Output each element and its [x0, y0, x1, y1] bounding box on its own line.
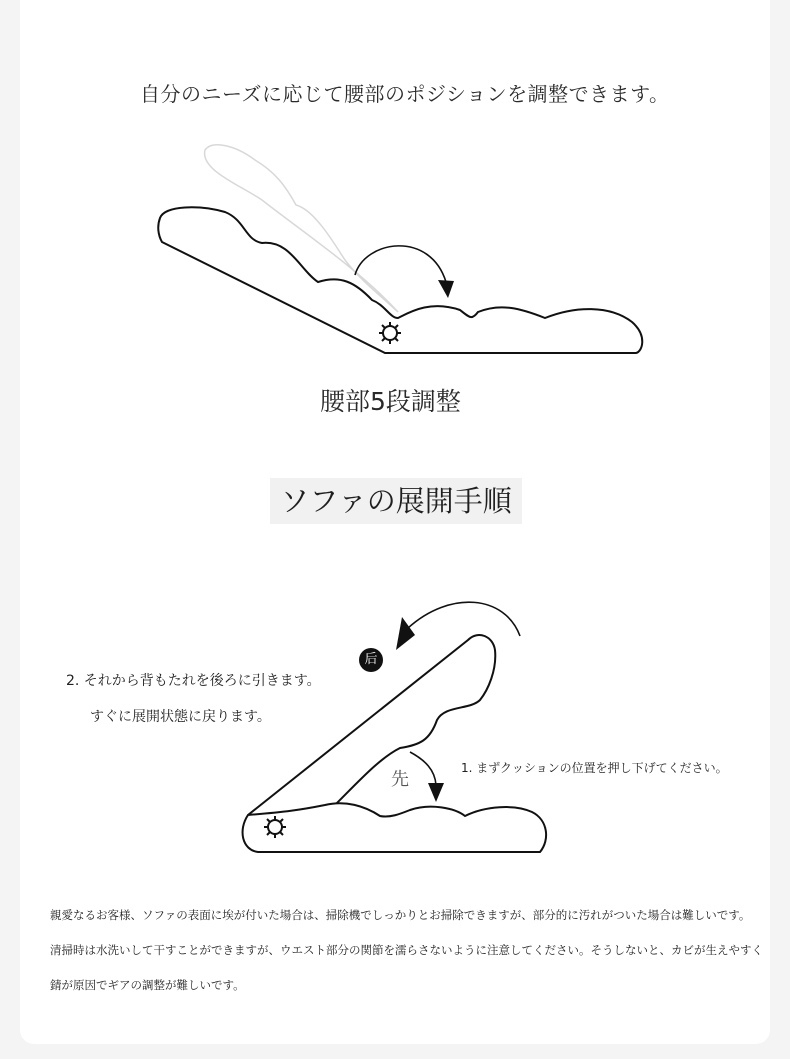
- step1-text: 1. まずクッションの位置を押し下げてください。: [461, 761, 728, 775]
- step2-line2: すぐに展開状態に戻ります。: [90, 709, 271, 725]
- care-note-line3: 錆が原因でギアの調整が難しいです。: [50, 978, 245, 992]
- care-note-line1: 親愛なるお客様、ソファの表面に埃が付いた場合は、掃除機でしっかりとお掃除できますが、部分的に汚れがついた場合は難しいです。: [50, 908, 751, 922]
- after-marker-label: 后: [364, 652, 378, 667]
- inner-arrow-head: [428, 783, 444, 802]
- lumbar-caption: 腰部5段調整: [320, 387, 461, 416]
- hinge-gear-icon-2: [264, 816, 286, 838]
- step2-line1: 2. それから背もたれを後ろに引きます。: [66, 673, 321, 689]
- care-note-line2: 清掃時は水洗いして干すことができますが、ウエスト部分の関節を濡らさないように注意してください。そうしないと、カビが生えやすく: [50, 943, 763, 957]
- headline: 自分のニーズに応じて腰部のポジションを調整できます。: [140, 82, 670, 106]
- inner-arrow-line: [410, 752, 436, 785]
- first-marker-label: 先: [391, 769, 409, 790]
- top-arrow-head: [396, 617, 415, 650]
- section-title: ソファの展開手順: [270, 478, 522, 524]
- seat-outline: [243, 803, 547, 852]
- top-arrow-line: [408, 602, 520, 636]
